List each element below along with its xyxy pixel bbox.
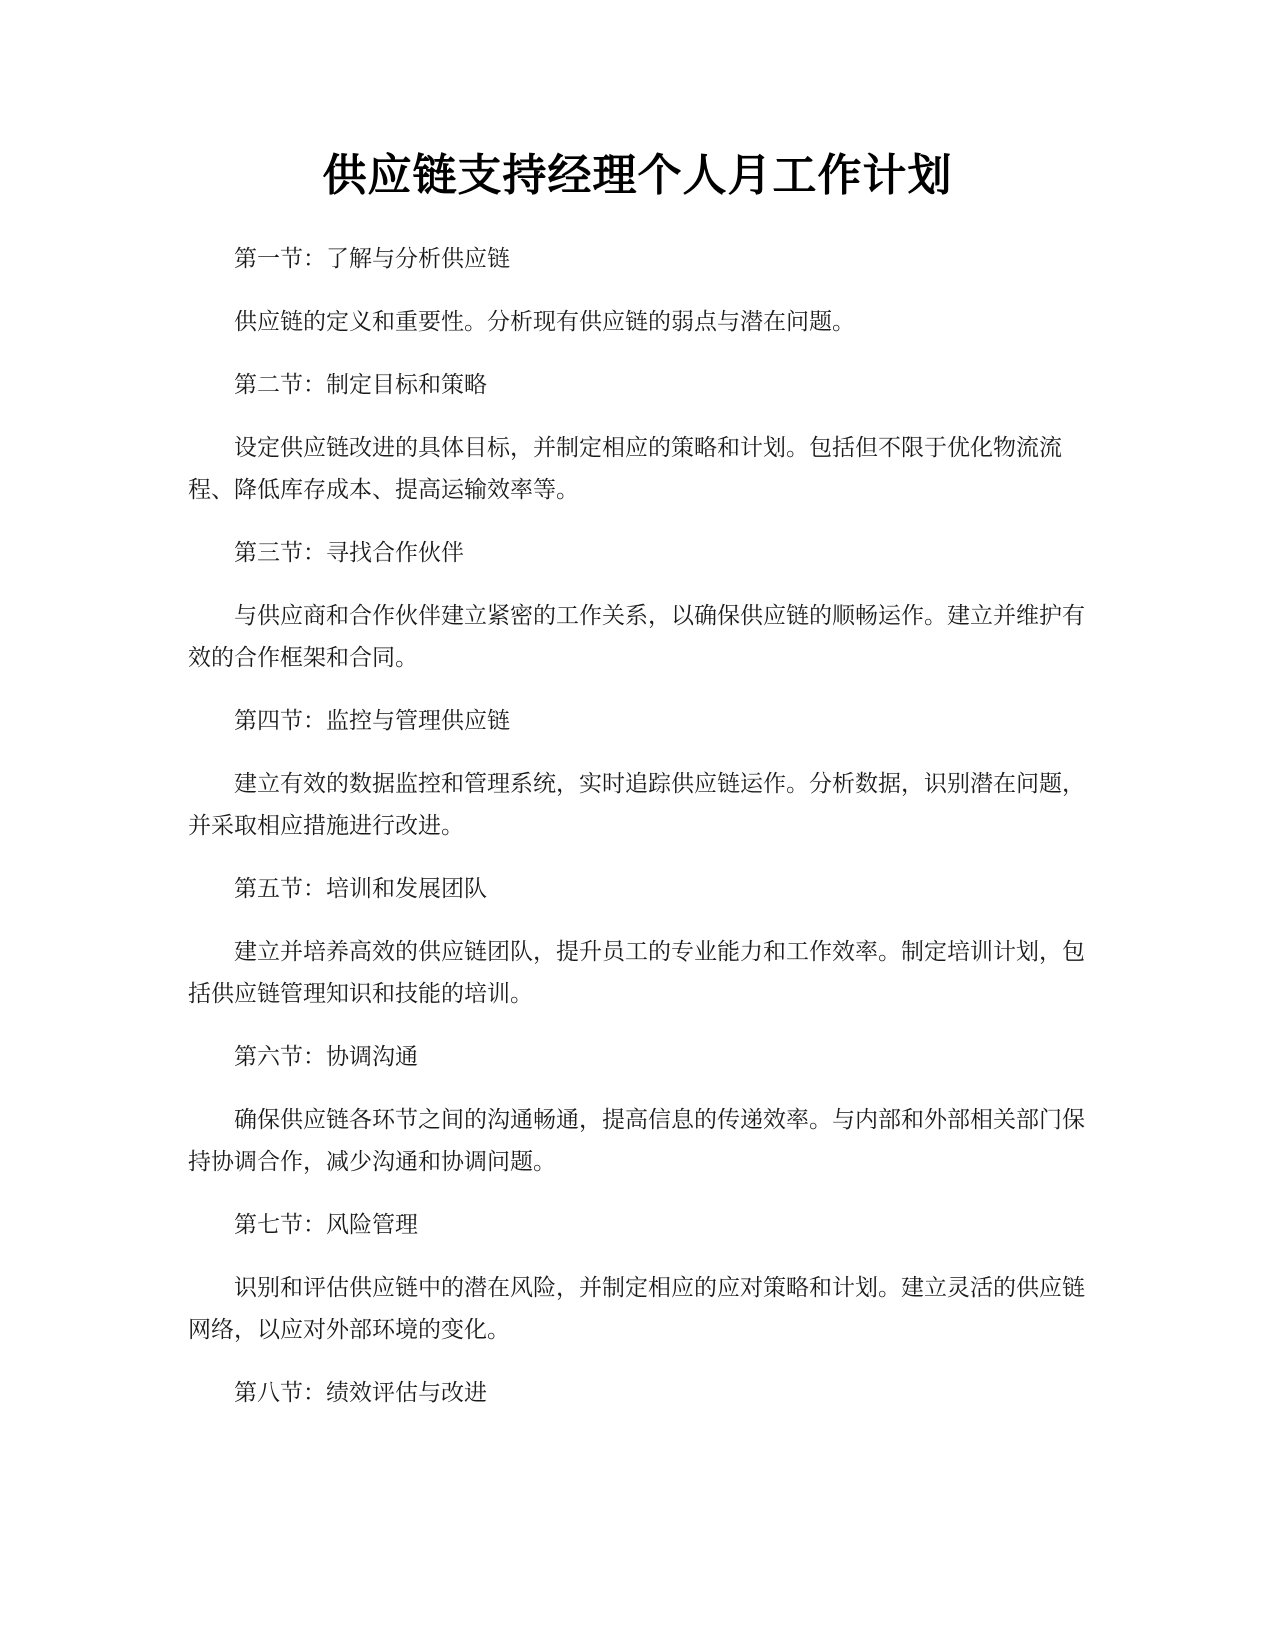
section-heading: 第四节：监控与管理供应链 xyxy=(234,708,510,734)
section-paragraph: 供应链的定义和重要性。分析现有供应链的弱点与潜在问题。 xyxy=(234,309,855,335)
section-heading: 第一节：了解与分析供应链 xyxy=(234,246,510,272)
section-paragraph: 设定供应链改进的具体目标，并制定相应的策略和计划。包括但不限于优化物流流程、降低库存成本、提高运输效率等。 xyxy=(188,435,1062,503)
section-paragraph: 确保供应链各环节之间的沟通畅通，提高信息的传递效率。与内部和外部相关部门保持协调合作，减少沟通和协调问题。 xyxy=(188,1107,1085,1175)
section-paragraph: 与供应商和合作伙伴建立紧密的工作关系，以确保供应链的顺畅运作。建立并维护有效的合作框架和合同。 xyxy=(188,603,1085,671)
section-heading: 第五节：培训和发展团队 xyxy=(234,876,487,902)
section-heading: 第二节：制定目标和策略 xyxy=(234,372,487,398)
section-heading: 第七节：风险管理 xyxy=(234,1212,418,1238)
document-body xyxy=(188,238,1088,1435)
section-paragraph: 识别和评估供应链中的潜在风险，并制定相应的应对策略和计划。建立灵活的供应链网络，以应对外部环境的变化。 xyxy=(188,1275,1085,1343)
section-heading: 第三节：寻找合作伙伴 xyxy=(234,540,464,566)
section-heading: 第六节：协调沟通 xyxy=(234,1044,418,1070)
section-heading: 第八节：绩效评估与改进 xyxy=(234,1380,487,1406)
section-paragraph: 建立并培养高效的供应链团队，提升员工的专业能力和工作效率。制定培训计划，包括供应链管理知识和技能的培训。 xyxy=(188,939,1085,1007)
section-paragraph: 建立有效的数据监控和管理系统，实时追踪供应链运作。分析数据，识别潜在问题，并采取相应措施进行改进。 xyxy=(188,771,1085,839)
page-title: 供应链支持经理个人月工作计划 xyxy=(322,150,953,201)
